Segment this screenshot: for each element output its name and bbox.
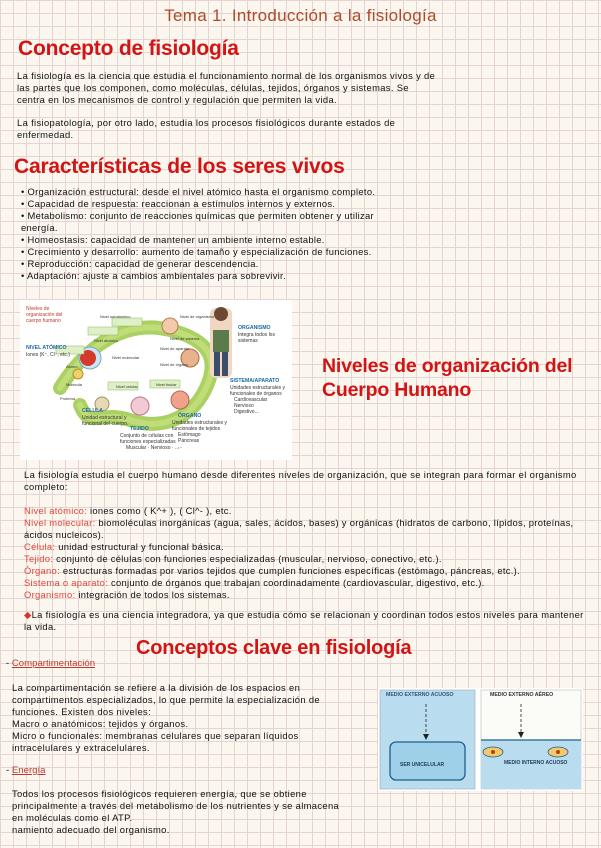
diagram-organismo-sub: Integra todos los sistemas xyxy=(238,332,275,344)
diagram-level-label: Nivel de organismo xyxy=(180,314,215,319)
level-item: Célula: unidad estructural y funcional básica. xyxy=(24,541,224,552)
energia-link[interactable]: Energía xyxy=(11,765,46,776)
diagram-organo: ÓRGANO xyxy=(178,413,202,419)
niveles-heading: Niveles de organización del Cuerpo Humano xyxy=(322,355,573,401)
diagram-celula-sub: Unidad estructural y funcional del cuerpo. xyxy=(82,415,129,427)
list-item: • Organización estructural: desde el nivel atómico hasta el organismo completo. xyxy=(21,186,381,198)
integradora-paragraph: ◆La fisiología es una ciencia integradora, ya que estudia cómo se relacionan y coordinan todos estos niveles para mantener la vida. xyxy=(24,609,584,632)
caracteristicas-list xyxy=(21,186,381,282)
diagram-level-label: Átomo xyxy=(66,364,78,369)
list-item: • Adaptación: ajuste a cambios ambientales para sobrevivir. xyxy=(21,270,381,282)
diagram-right-bottom: MEDIO INTERNO ACUOSO xyxy=(504,760,568,766)
list-item: • Capacidad de respuesta: reaccionan a estímulos internos y externos. xyxy=(21,198,381,210)
diagram-left-top: MEDIO EXTERNO ACUOSO xyxy=(386,692,454,698)
list-item: • Reproducción: capacidad de generar descendencia. xyxy=(21,258,381,270)
concepto-heading: Concepto de fisiología xyxy=(18,37,239,60)
compartimentacion-link[interactable]: Compartimentación xyxy=(11,658,96,669)
compartimentacion-micro: Micro o funcionales: membranas celulares que separan líquidos intracelulares y extracelulares. xyxy=(12,730,299,753)
diagram-left-bottom: SER UNICELULAR xyxy=(400,762,445,768)
diagram-level-label: Nivel de órgano xyxy=(160,362,189,367)
diagram-celula: CÉLULA xyxy=(82,408,104,414)
diagram-sistema: SISTEMA/APARATO xyxy=(230,378,280,384)
diagram-nivel-atomico: NIVEL ATÓMICO xyxy=(26,345,67,351)
diagram-tejido: TEJIDO xyxy=(130,426,149,432)
level-item: Organismo: integración de todos los sistemas. xyxy=(24,589,230,600)
diagram-level-label: Nivel de aparato xyxy=(160,346,190,351)
diagram-level-label: Nivel subatómico xyxy=(100,314,131,319)
diagram-level-label: Nivel de sistema xyxy=(170,336,200,341)
diagram-level-label: Nivel celular xyxy=(116,384,138,389)
diagram-organo-sub: Unidades estructurales y funcionales de tejidos xyxy=(172,420,228,432)
niveles-intro: La fisiología estudia el cuerpo humano desde diferentes niveles de organización, que se integran para formar el organismo completo: xyxy=(24,469,577,492)
diagram-sistema-sub: Unidades estructurales y funcionales de órganos xyxy=(230,385,286,397)
diamond-icon: ◆ xyxy=(24,609,32,620)
level-item: Nivel molecular: biomoléculas inorgánicas (agua, sales, ácidos, bases) y orgánicas (hidratos de carbono, lípidos, proteínas, ácidos nucleicos). xyxy=(24,517,574,540)
level-item: Órgano: estructuras formadas por varios tejidos que cumplen funciones específicas (estómago, páncreas, etc.). xyxy=(24,565,520,576)
diagram-level-label: Proteína xyxy=(60,396,76,401)
compartimentos-diagram-art xyxy=(378,688,583,791)
concepto-paragraph-2: La fisiopatología, por otro lado, estudia los procesos fisiológicos durante estados de enfermedad. xyxy=(17,117,396,140)
list-item: • Homeostasis: capacidad de mantener un ambiente interno estable. xyxy=(21,234,381,246)
niveles-levels xyxy=(24,505,584,601)
energia-paragraph: Todos los procesos fisiológicos requieren energía, que se obtiene principalmente a través del metabolismo de los nutrientes y se almacena en moléculas como el ATP. xyxy=(12,788,340,823)
diagram-title: Niveles de organización del cuerpo humano xyxy=(26,306,63,324)
page-title: Tema 1. Introducción a la fisiología xyxy=(164,6,437,25)
concepto-paragraph-1: La fisiología es la ciencia que estudia el funcionamiento normal de los organismos vivos y de las partes que los componen, como moléculas, células, tejidos, órganos y sistemas. Se centra en los mecanismos de control y regulación que permiten la vida. xyxy=(17,70,436,105)
diagram-organismo: ORGANISMO xyxy=(238,325,271,331)
diagram-tejido-sub: Conjunto de células con funciones especializadas xyxy=(120,433,176,445)
energia-paragraph-tail: namiento adecuado del organismo. xyxy=(12,824,170,835)
list-item: • Crecimiento y desarrollo: aumento de tamaño y especialización de funciones. xyxy=(21,246,381,258)
diagram-level-label: Molécula xyxy=(66,382,83,387)
energia-link-row: - Energía xyxy=(6,765,46,776)
level-item: Tejido: conjunto de células con funciones especializadas (muscular, nervioso, conectivo, etc.). xyxy=(24,553,442,564)
diagram-sistema-list: Cardiovascular Nervioso Digestivo... xyxy=(234,397,268,415)
diagram-nivel-atomico-sub: Iones (K⁺, Cl⁻, etc.) xyxy=(26,352,70,358)
compartimentos-diagram xyxy=(378,688,583,791)
level-item: Sistema o aparato: conjunto de órganos que trabajan coordinadamente (cardiovascular, digestivo, etc.). xyxy=(24,577,485,588)
niveles-diagram xyxy=(20,300,292,460)
compartimentacion-link-row: - Compartimentación xyxy=(6,658,96,669)
diagram-level-label: Nivel atómico xyxy=(94,338,119,343)
diagram-tejido-list: Muscular · Nervioso · ... xyxy=(126,445,180,451)
caracteristicas-heading: Características de los seres vivos xyxy=(14,155,345,178)
list-item: • Metabolismo: conjunto de reacciones químicas que permiten obtener y utilizar energía. xyxy=(21,210,381,234)
diagram-organo-list: Estómago Páncreas ... xyxy=(178,432,201,450)
level-item: Nivel atómico: iones como ( K^+ ), ( Cl^- ), etc. xyxy=(24,505,232,516)
compartimentacion-macro: Macro o anatómicos: tejidos y órganos. xyxy=(12,718,189,729)
diagram-right-top: MEDIO EXTERNO AÉREO xyxy=(490,692,554,698)
conceptos-heading: Conceptos clave en fisiología xyxy=(136,637,412,659)
diagram-level-label: Nivel molecular xyxy=(112,355,140,360)
diagram-level-label: Nivel tisular xyxy=(156,382,177,387)
compartimentacion-paragraph: La compartimentación se refiere a la división de los espacios en compartimentos especializados, lo que permite la especialización de funciones. Existen dos niveles: xyxy=(12,682,320,717)
